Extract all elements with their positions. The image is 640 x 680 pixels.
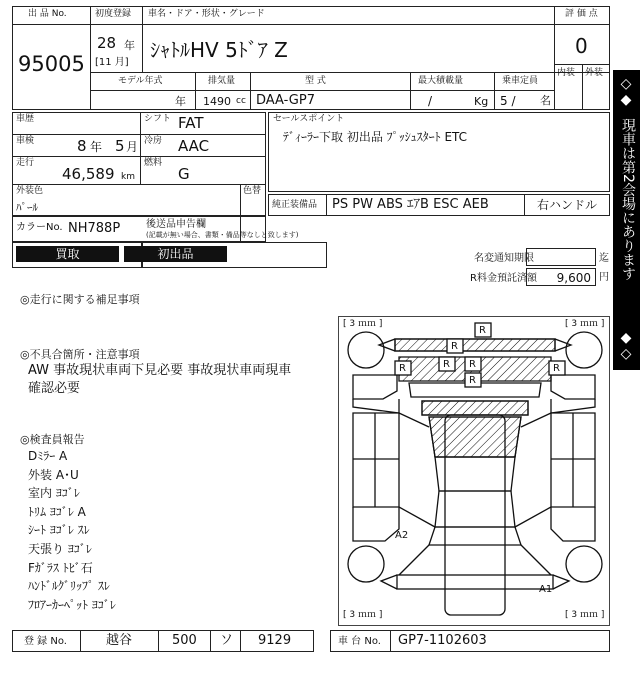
- model-year-label: モデル年式: [118, 76, 163, 86]
- inspection-year-unit: 年: [90, 140, 103, 154]
- inspector-item: ｼｰﾄ ﾖｺﾞﾚ ｽﾚ: [28, 523, 90, 538]
- ac-value: AAC: [178, 137, 210, 155]
- color-no-value: NH788P: [68, 221, 121, 236]
- capacity-unit: 名: [540, 94, 551, 107]
- defect-title: ◎不具合箇所・注意事項: [20, 348, 140, 361]
- displacement-unit: cc: [236, 96, 246, 106]
- equipment-items: PS PW ABS ｴｱB ESC AEB: [332, 197, 489, 212]
- inspection-year: 8: [77, 137, 87, 155]
- details-block: [12, 112, 266, 216]
- reg-number: 9129: [258, 633, 292, 648]
- inspection-month: 5: [115, 137, 125, 155]
- mark-r-6: R: [469, 375, 476, 386]
- corner-tr: [ 3 ｍｍ ]: [565, 319, 605, 329]
- displacement-label: 排気量: [208, 76, 236, 86]
- mileage-unit: km: [121, 172, 135, 182]
- inspection-label: 車検: [16, 136, 35, 146]
- defect-line1: AW 事故現状車両下見必要 事故現状車両現車: [28, 363, 292, 378]
- max-load-sep: /: [428, 94, 433, 108]
- inspector-item: 室内 ﾖｺﾞﾚ: [28, 486, 80, 501]
- sales-point-text: ﾃﾞｨｰﾗｰ下取 初出品 ﾌﾟｯｼｭｽﾀｰﾄ ETC: [283, 130, 468, 144]
- reg-kana: ソ: [220, 633, 234, 648]
- banner-text: 現車は第2会場にあります: [620, 118, 636, 281]
- side-banner: [613, 70, 640, 370]
- chassis-value: GP7-1102603: [398, 633, 487, 648]
- mark-r-5: R: [399, 363, 406, 374]
- sales-point-label: セールスポイント: [273, 114, 345, 124]
- shift-label: シフト: [144, 114, 172, 124]
- mark-r-7: R: [553, 363, 560, 374]
- mark-a2: A2: [395, 530, 409, 541]
- mark-a1: A1: [539, 584, 553, 595]
- type-value: DAA-GP7: [256, 93, 315, 108]
- first-listing-badge: 初出品: [124, 246, 227, 262]
- corner-bl: [ 3 ｍｍ ]: [343, 610, 383, 620]
- reg-year-suffix: 年: [124, 39, 135, 52]
- mark-r-2: R: [451, 341, 458, 352]
- notice-label: 名変通知期限: [474, 253, 534, 264]
- corner-tl: [ 3 ｍｍ ]: [343, 319, 383, 329]
- inspector-list: [28, 447, 308, 614]
- ac-label: 冷房: [144, 136, 163, 146]
- capacity-label: 乗車定員: [502, 76, 539, 86]
- buy-badge: 買取: [16, 246, 119, 262]
- inspector-item: ﾌﾛｱｰｶｰﾍﾟｯﾄ ﾖｺﾞﾚ: [28, 597, 116, 612]
- handle-value: 右ハンドル: [537, 198, 598, 212]
- after-label: 後送品申告欄: [146, 219, 206, 230]
- inspector-item: Dﾐﾗｰ A: [28, 449, 68, 463]
- reg-year: 28: [97, 34, 117, 52]
- recycle-box: [526, 268, 596, 286]
- reg-class: 500: [172, 633, 197, 648]
- lot-label: 出 品 No.: [28, 9, 67, 19]
- fuel-value: G: [178, 165, 190, 183]
- reg-no-label: 登 録 No.: [24, 636, 67, 647]
- inspector-title: ◎検査員報告: [20, 433, 85, 446]
- type-label: 型 式: [305, 76, 326, 86]
- capacity-value: 5 /: [500, 94, 516, 108]
- mileage-label: 走行: [16, 158, 35, 168]
- mark-r-4: R: [469, 359, 476, 370]
- inspector-item: Fｶﾞﾗｽ ﾄﾋﾞ石: [28, 560, 93, 575]
- sales-point-box: [268, 112, 610, 192]
- banner-diamond-top: ◇◆: [618, 76, 634, 108]
- driving-notes-title: ◎走行に関する補足事項: [20, 293, 140, 306]
- displacement-value: 1490: [203, 95, 231, 108]
- model-year-unit: 年: [175, 95, 186, 108]
- color-change-label: 色替: [243, 186, 262, 196]
- inspection-month-unit: 月: [126, 140, 139, 154]
- inspector-item: 外装 A･U: [28, 467, 79, 482]
- inspector-item: ﾄﾘﾑ ﾖｺﾞﾚ A: [28, 504, 86, 519]
- car-diagram: [338, 316, 610, 626]
- score-value: 0: [575, 34, 588, 58]
- interior-label: 内装: [557, 68, 576, 78]
- exterior-label: 外装: [585, 68, 604, 78]
- reg-month: [11 月]: [95, 57, 129, 68]
- notice-box: [526, 248, 596, 266]
- fuel-label: 燃料: [144, 158, 163, 168]
- max-load-unit: Kg: [474, 95, 489, 108]
- mileage-value: 46,589: [62, 165, 115, 183]
- ext-color-value: ﾊﾟｰﾙ: [16, 201, 38, 214]
- recycle-unit: 円: [599, 272, 609, 283]
- recycle-label: R料金預託済額: [470, 273, 537, 284]
- score-label: 評 価 点: [565, 9, 598, 19]
- inspector-item: 天張り ﾖｺﾞﾚ: [28, 541, 92, 556]
- lot-number: 95005: [18, 52, 85, 76]
- history-label: 車歴: [16, 114, 35, 124]
- corner-br: [ 3 ｍｍ ]: [565, 610, 605, 620]
- notice-unit: 迄: [599, 253, 609, 264]
- ext-color-label: 外装色: [16, 186, 44, 196]
- defect-line2: 確認必要: [28, 381, 81, 396]
- shift-value: FAT: [178, 114, 204, 132]
- equipment-label: 純正装備品: [272, 200, 318, 210]
- reg-area: 越谷: [106, 633, 133, 648]
- car-name-label: 車名・ドア・形状・グレード: [148, 9, 265, 19]
- first-reg-label: 初度登録: [95, 9, 132, 19]
- after-note: (記載が無い場合、書類・備品等なしと致します): [146, 231, 299, 239]
- recycle-value: 9,600: [556, 271, 591, 285]
- banner-diamond-bottom: ◆◇: [618, 330, 634, 362]
- inspector-item: ﾊﾝﾄﾞﾙｸﾞﾘｯﾌﾟ ｽﾚ: [28, 579, 110, 594]
- car-name: ｼｬﾄﾙHV 5ﾄﾞｱ Z: [150, 38, 288, 62]
- mark-r-3: R: [443, 359, 450, 370]
- color-no-label: カラーNo.: [16, 222, 63, 233]
- chassis-label: 車 台 No.: [338, 636, 381, 647]
- max-load-label: 最大積載量: [418, 76, 464, 86]
- mark-r-1: R: [479, 325, 486, 336]
